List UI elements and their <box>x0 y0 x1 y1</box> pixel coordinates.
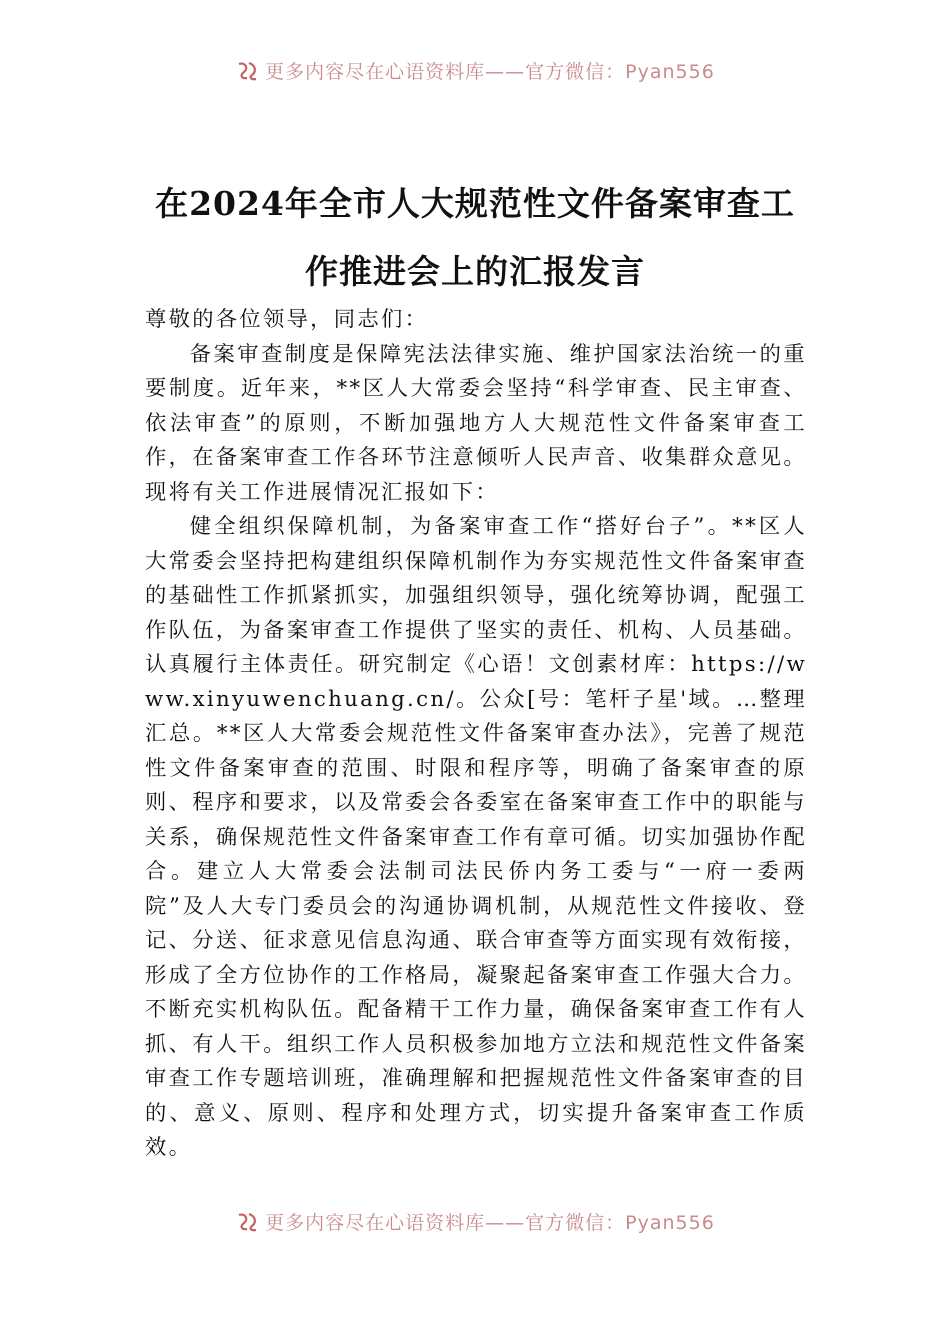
watermark-text: 更多内容尽在心语资料库——官方微信：Pyan556 <box>265 1212 715 1234</box>
watermark-text: 更多内容尽在心语资料库——官方微信：Pyan556 <box>265 61 715 83</box>
watermark-logo-icon <box>235 1211 261 1233</box>
footer-watermark <box>0 1208 950 1235</box>
salutation: 尊敬的各位领导，同志们： <box>145 307 429 332</box>
document-body <box>145 303 807 1166</box>
title-line-1: 在2024年全市人大规范性文件备案审查工 <box>155 184 795 223</box>
paragraph-organization: 健全组织保障机制，为备案审查工作“搭好台子”。**区人大常委会坚持把构建组织保障机制作为夯实规范性文件备案审查的基础性工作抓紧抓实，加强组织领导，强化统筹协调，配强工作队伍，为备案审查工作提供了坚实的责任、机构、人员基础。认真履行主体责任。研究制定《心语！文创素材库：https://www.xinyuwenchuang.cn/。公众[号：笔杆子星'域。…整理汇总。**区人大常委会规范性文件备案审查办法》，完善了规范性文件备案审查的范围、时限和程序等，明确了备案审查的原则、程序和要求，以及常委会各委室在备案审查工作中的职能与关系，确保规范性文件备案审查工作有章可循。切实加强协作配合。建立人大常委会法制司法民侨内务工委与“一府一委两院”及人大专门委员会的沟通协调机制，从规范性文件接收、登记、分送、征求意见信息沟通、联合审查等方面实现有效衔接，形成了全方位协作的工作格局，凝聚起备案审查工作强大合力。不断充实机构队伍。配备精干工作力量，确保备案审查工作有人抓、有人干。组织工作人员积极参加地方立法和规范性文件备案审查工作专题培训班，准确理解和把握规范性文件备案审查的目的、意义、原则、程序和处理方式，切实提升备案审查工作质效。 <box>145 514 807 1160</box>
document-title <box>130 170 820 306</box>
title-line-2: 作推进会上的汇报发言 <box>305 252 645 291</box>
header-watermark <box>0 57 950 84</box>
watermark-logo-icon <box>235 60 261 82</box>
paragraph-intro: 备案审查制度是保障宪法法律实施、维护国家法治统一的重要制度。近年来，**区人大常委会坚持“科学审查、民主审查、依法审查”的原则，不断加强地方人大规范性文件备案审查工作，在备案审查工作各环节注意倾听人民声音、收集群众意见。现将有关工作进展情况汇报如下： <box>145 341 807 505</box>
